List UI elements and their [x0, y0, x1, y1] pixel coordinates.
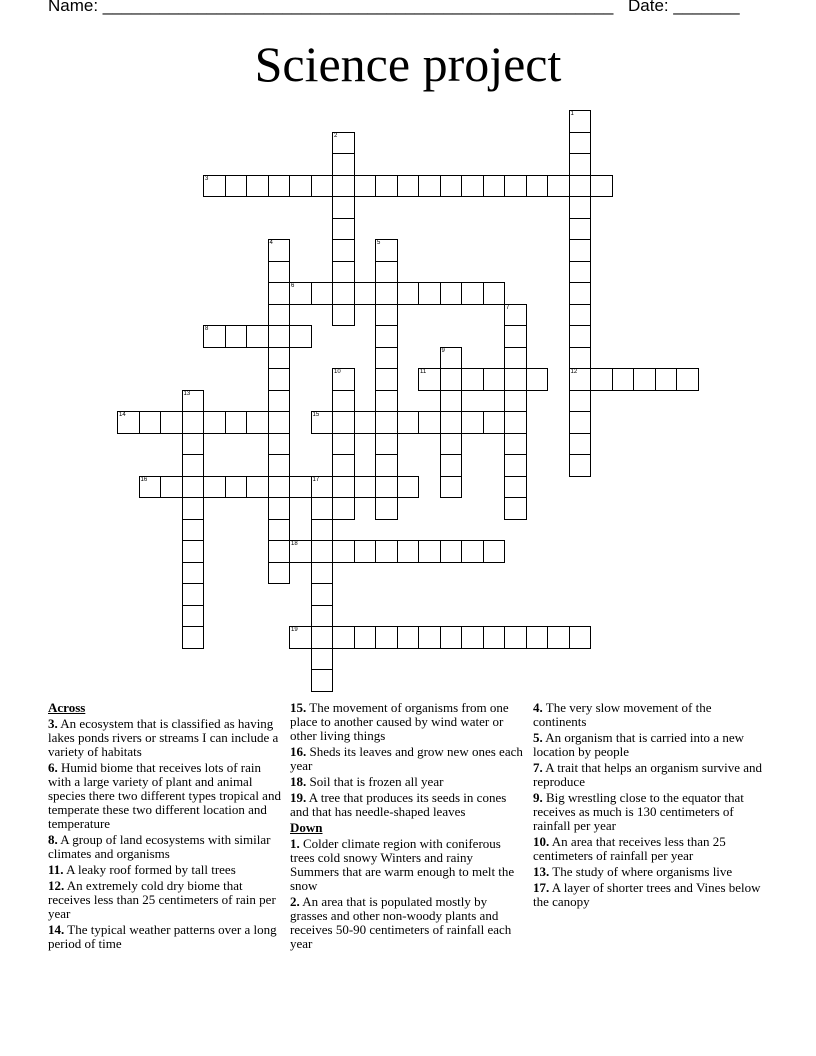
clues-column-1 — [48, 701, 282, 953]
grid-cell[interactable] — [461, 411, 484, 434]
grid-cell[interactable] — [268, 261, 291, 284]
grid-cell[interactable] — [483, 368, 506, 391]
grid-cell[interactable] — [332, 411, 355, 434]
grid-cell[interactable] — [311, 476, 334, 499]
grid-cell[interactable] — [461, 282, 484, 305]
grid-cell[interactable] — [268, 304, 291, 327]
grid-cell[interactable] — [397, 476, 420, 499]
grid-cell[interactable] — [375, 390, 398, 413]
grid-cell[interactable] — [547, 175, 570, 198]
grid-cell[interactable] — [268, 282, 291, 305]
grid-cell[interactable] — [375, 325, 398, 348]
grid-cell[interactable] — [332, 304, 355, 327]
grid-cell[interactable] — [225, 325, 248, 348]
grid-cell[interactable] — [332, 368, 355, 391]
grid-cell[interactable] — [547, 626, 570, 649]
grid-cell[interactable] — [504, 411, 527, 434]
grid-cell[interactable] — [311, 626, 334, 649]
grid-cell[interactable] — [612, 368, 635, 391]
grid-cell[interactable] — [569, 218, 592, 241]
grid-cell[interactable] — [203, 325, 226, 348]
clue-number: 17 — [312, 476, 320, 483]
grid-cell[interactable] — [289, 325, 312, 348]
grid-cell[interactable] — [332, 218, 355, 241]
grid-cell[interactable] — [375, 261, 398, 284]
grid-cell[interactable] — [268, 476, 291, 499]
grid-cell[interactable] — [225, 411, 248, 434]
clue-number: 12 — [570, 369, 578, 375]
grid-cell[interactable] — [311, 497, 334, 520]
grid-cell[interactable] — [246, 325, 269, 348]
grid-cell[interactable] — [483, 411, 506, 434]
grid-cell[interactable] — [440, 454, 463, 477]
grid-cell[interactable] — [504, 347, 527, 370]
clue-across-3: 3. An ecosystem that is classified as having lakes ponds rivers or streams I can include a variety of habitats — [48, 716, 279, 759]
grid-cell[interactable] — [569, 261, 592, 284]
grid-cell[interactable] — [418, 540, 441, 563]
grid-cell[interactable] — [332, 261, 355, 284]
grid-cell[interactable] — [289, 626, 312, 649]
grid-cell[interactable] — [311, 605, 334, 628]
grid-cell[interactable] — [569, 196, 592, 219]
grid-cell[interactable] — [182, 562, 205, 585]
grid-cell[interactable] — [569, 626, 592, 649]
clue-across-15: 15. The movement of organisms from one place to another caused by wind water or other living things — [290, 700, 509, 743]
grid-cell[interactable] — [375, 476, 398, 499]
grid-cell[interactable] — [418, 282, 441, 305]
grid-cell[interactable] — [483, 540, 506, 563]
grid-cell[interactable] — [117, 411, 140, 434]
clue-down-13: 13. The study of where organisms live — [533, 864, 733, 879]
grid-cell[interactable] — [311, 583, 334, 606]
grid-cell[interactable] — [311, 648, 334, 671]
grid-cell[interactable] — [440, 175, 463, 198]
grid-cell[interactable] — [590, 175, 613, 198]
clue-number: 15 — [312, 412, 320, 418]
grid-cell[interactable] — [397, 282, 420, 305]
grid-cell[interactable] — [418, 368, 441, 391]
grid-cell[interactable] — [332, 175, 355, 198]
clue-number: 13 — [183, 390, 191, 397]
grid-cell[interactable] — [375, 368, 398, 391]
grid-cell[interactable] — [440, 347, 463, 370]
grid-cell[interactable] — [526, 175, 549, 198]
date-field[interactable]: Date: _______ — [628, 0, 740, 15]
grid-cell[interactable] — [461, 540, 484, 563]
grid-cell[interactable] — [268, 239, 291, 262]
grid-cell[interactable] — [504, 626, 527, 649]
clue-down-17: 17. A layer of shorter trees and Vines below the canopy — [533, 880, 761, 909]
grid-cell[interactable] — [182, 454, 205, 477]
grid-cell[interactable] — [354, 411, 377, 434]
grid-cell[interactable] — [375, 454, 398, 477]
clue-number: 6 — [291, 283, 295, 289]
grid-cell[interactable] — [397, 411, 420, 434]
grid-cell[interactable] — [332, 390, 355, 413]
grid-cell[interactable] — [354, 476, 377, 499]
grid-cell[interactable] — [289, 476, 312, 499]
grid-cell[interactable] — [332, 454, 355, 477]
grid-cell[interactable] — [504, 476, 527, 499]
grid-cell[interactable] — [225, 175, 248, 198]
grid-cell[interactable] — [504, 325, 527, 348]
grid-cell[interactable] — [354, 540, 377, 563]
clue-number: 7 — [506, 304, 510, 311]
grid-cell[interactable] — [569, 239, 592, 262]
grid-cell[interactable] — [268, 497, 291, 520]
grid-cell[interactable] — [354, 282, 377, 305]
grid-cell[interactable] — [655, 368, 678, 391]
clue-across-18: 18. Soil that is frozen all year — [290, 774, 444, 789]
grid-cell[interactable] — [569, 347, 592, 370]
grid-cell[interactable] — [225, 476, 248, 499]
grid-cell[interactable] — [504, 304, 527, 327]
grid-cell[interactable] — [182, 497, 205, 520]
grid-cell[interactable] — [139, 411, 162, 434]
clue-number: 5 — [377, 240, 381, 246]
clue-number: 14 — [119, 412, 126, 418]
grid-cell[interactable] — [461, 175, 484, 198]
grid-cell[interactable] — [332, 433, 355, 456]
grid-cell[interactable] — [160, 476, 183, 499]
clue-across-14: 14. The typical weather patterns over a long period of time — [48, 922, 277, 951]
grid-cell[interactable] — [182, 411, 205, 434]
page-title: Science project — [254, 36, 562, 92]
grid-cell[interactable] — [268, 454, 291, 477]
grid-cell[interactable] — [440, 540, 463, 563]
grid-cell[interactable] — [375, 282, 398, 305]
grid-cell[interactable] — [311, 175, 334, 198]
grid-cell[interactable] — [311, 519, 334, 542]
grid-cell[interactable] — [246, 411, 269, 434]
grid-cell[interactable] — [526, 368, 549, 391]
grid-cell[interactable] — [440, 626, 463, 649]
grid-cell[interactable] — [375, 540, 398, 563]
grid-cell[interactable] — [268, 368, 291, 391]
clue-number: 2 — [334, 132, 338, 139]
clue-number: 1 — [570, 111, 574, 117]
grid-cell[interactable] — [375, 497, 398, 520]
grid-cell[interactable] — [375, 239, 398, 262]
clue-number: 3 — [205, 175, 209, 182]
grid-cell[interactable] — [440, 282, 463, 305]
grid-cell[interactable] — [332, 540, 355, 563]
grid-cell[interactable] — [246, 476, 269, 499]
clue-down-2: 2. An area that is populated mostly by grasses and other non-woody plants and receives 50-90 centimeters of rainfall each year — [290, 894, 512, 951]
clue-across-6: 6. Humid biome that receives lots of rain with a large variety of plant and animal species there two different types tropical and temperate these two different location and temperature — [48, 760, 281, 831]
clue-down-1: 1. Colder climate region with coniferous trees cold snowy Winters and rainy Summers that are warm enough to melt the snow — [290, 836, 515, 893]
grid-cell[interactable] — [332, 476, 355, 499]
clue-number: 10 — [334, 369, 341, 375]
grid-cell[interactable] — [440, 368, 463, 391]
down-heading: Down — [290, 820, 323, 835]
grid-cell[interactable] — [483, 626, 506, 649]
grid-cell[interactable] — [268, 562, 291, 585]
clues-column-2 — [290, 701, 524, 953]
grid-cell[interactable] — [311, 669, 334, 692]
grid-cell[interactable] — [569, 175, 592, 198]
clue-down-9: 9. Big wrestling close to the equator that receives as much is 130 centimeters of rainfall per year — [533, 790, 744, 833]
grid-cell[interactable] — [569, 325, 592, 348]
grid-cell[interactable] — [440, 411, 463, 434]
grid-cell[interactable] — [311, 411, 334, 434]
clue-down-10: 10. An area that receives less than 25 centimeters of rainfall per year — [533, 834, 726, 863]
grid-cell[interactable] — [569, 282, 592, 305]
grid-cell[interactable] — [483, 175, 506, 198]
grid-cell[interactable] — [569, 110, 592, 133]
grid-cell[interactable] — [289, 282, 312, 305]
grid-cell[interactable] — [676, 368, 699, 391]
clue-across-19: 19. A tree that produces its seeds in cones and that has needle-shaped leaves — [290, 790, 507, 819]
grid-cell[interactable] — [569, 433, 592, 456]
grid-cell[interactable] — [569, 132, 592, 155]
clue-down-4: 4. The very slow movement of the continents — [533, 700, 712, 729]
grid-cell[interactable] — [569, 153, 592, 176]
clues-column-3 — [533, 701, 767, 911]
grid-cell[interactable] — [590, 368, 613, 391]
grid-cell[interactable] — [268, 411, 291, 434]
grid-cell[interactable] — [375, 347, 398, 370]
grid-cell[interactable] — [504, 368, 527, 391]
grid-cell[interactable] — [440, 390, 463, 413]
grid-cell[interactable] — [569, 304, 592, 327]
grid-cell[interactable] — [160, 411, 183, 434]
grid-cell[interactable] — [375, 433, 398, 456]
clue-across-11: 11. A leaky roof formed by tall trees — [48, 862, 236, 877]
grid-cell[interactable] — [504, 433, 527, 456]
grid-cell[interactable] — [332, 196, 355, 219]
grid-cell[interactable] — [203, 411, 226, 434]
grid-cell[interactable] — [246, 175, 269, 198]
grid-cell[interactable] — [332, 153, 355, 176]
grid-cell[interactable] — [332, 132, 355, 155]
grid-cell[interactable] — [418, 411, 441, 434]
grid-cell[interactable] — [375, 626, 398, 649]
grid-cell[interactable] — [569, 368, 592, 391]
grid-cell[interactable] — [440, 433, 463, 456]
grid-cell[interactable] — [418, 626, 441, 649]
grid-cell[interactable] — [268, 175, 291, 198]
grid-cell[interactable] — [461, 626, 484, 649]
grid-cell[interactable] — [397, 540, 420, 563]
clue-number: 16 — [140, 476, 148, 483]
clue-down-7: 7. A trait that helps an organism survive and reproduce — [533, 760, 763, 789]
grid-cell[interactable] — [440, 476, 463, 499]
clue-number: 18 — [291, 541, 298, 547]
grid-cell[interactable] — [203, 476, 226, 499]
grid-cell[interactable] — [182, 540, 205, 563]
grid-cell[interactable] — [268, 433, 291, 456]
across-heading: Across — [48, 700, 86, 715]
grid-cell[interactable] — [332, 239, 355, 262]
grid-cell[interactable] — [203, 175, 226, 198]
grid-cell[interactable] — [311, 562, 334, 585]
grid-cell[interactable] — [268, 540, 291, 563]
grid-cell[interactable] — [182, 626, 205, 649]
grid-cell[interactable] — [332, 626, 355, 649]
grid-cell[interactable] — [483, 282, 506, 305]
grid-cell[interactable] — [375, 175, 398, 198]
grid-cell[interactable] — [397, 626, 420, 649]
clue-across-12: 12. An extremely cold dry biome that receives less than 25 centimeters of rain per year — [48, 878, 276, 921]
clue-across-8: 8. A group of land ecosystems with similar climates and organisms — [48, 832, 271, 861]
clue-number: 8 — [205, 326, 209, 332]
grid-cell[interactable] — [375, 304, 398, 327]
grid-cell[interactable] — [569, 411, 592, 434]
grid-cell[interactable] — [418, 175, 441, 198]
grid-cell[interactable] — [268, 347, 291, 370]
grid-cell[interactable] — [332, 282, 355, 305]
grid-cell[interactable] — [289, 175, 312, 198]
grid-cell[interactable] — [332, 497, 355, 520]
grid-cell[interactable] — [182, 390, 205, 413]
grid-cell[interactable] — [504, 390, 527, 413]
grid-cell[interactable] — [268, 519, 291, 542]
grid-cell[interactable] — [569, 454, 592, 477]
clue-number: 19 — [291, 627, 298, 633]
grid-cell[interactable] — [354, 175, 377, 198]
clue-across-16: 16. Sheds its leaves and grow new ones each year — [290, 744, 523, 773]
grid-cell[interactable] — [139, 476, 162, 499]
grid-cell[interactable] — [633, 368, 656, 391]
clue-down-5: 5. An organism that is carried into a new location by people — [533, 730, 744, 759]
grid-cell[interactable] — [289, 540, 312, 563]
grid-cell[interactable] — [268, 390, 291, 413]
grid-cell[interactable] — [182, 605, 205, 628]
grid-cell[interactable] — [461, 368, 484, 391]
name-field[interactable]: Name: ______________________________________________________ — [48, 0, 614, 15]
grid-cell[interactable] — [504, 175, 527, 198]
grid-cell[interactable] — [182, 433, 205, 456]
grid-cell[interactable] — [182, 476, 205, 499]
clue-number: 11 — [420, 369, 427, 375]
clue-number: 4 — [269, 240, 273, 246]
grid-cell[interactable] — [504, 497, 527, 520]
clue-number: 9 — [441, 347, 445, 354]
grid-cell[interactable] — [504, 454, 527, 477]
grid-cell[interactable] — [354, 626, 377, 649]
grid-cell[interactable] — [311, 282, 334, 305]
grid-cell[interactable] — [268, 325, 291, 348]
grid-cell[interactable] — [397, 175, 420, 198]
grid-cell[interactable] — [569, 390, 592, 413]
grid-cell[interactable] — [182, 583, 205, 606]
grid-cell[interactable] — [311, 540, 334, 563]
grid-cell[interactable] — [375, 411, 398, 434]
grid-cell[interactable] — [182, 519, 205, 542]
grid-cell[interactable] — [526, 626, 549, 649]
